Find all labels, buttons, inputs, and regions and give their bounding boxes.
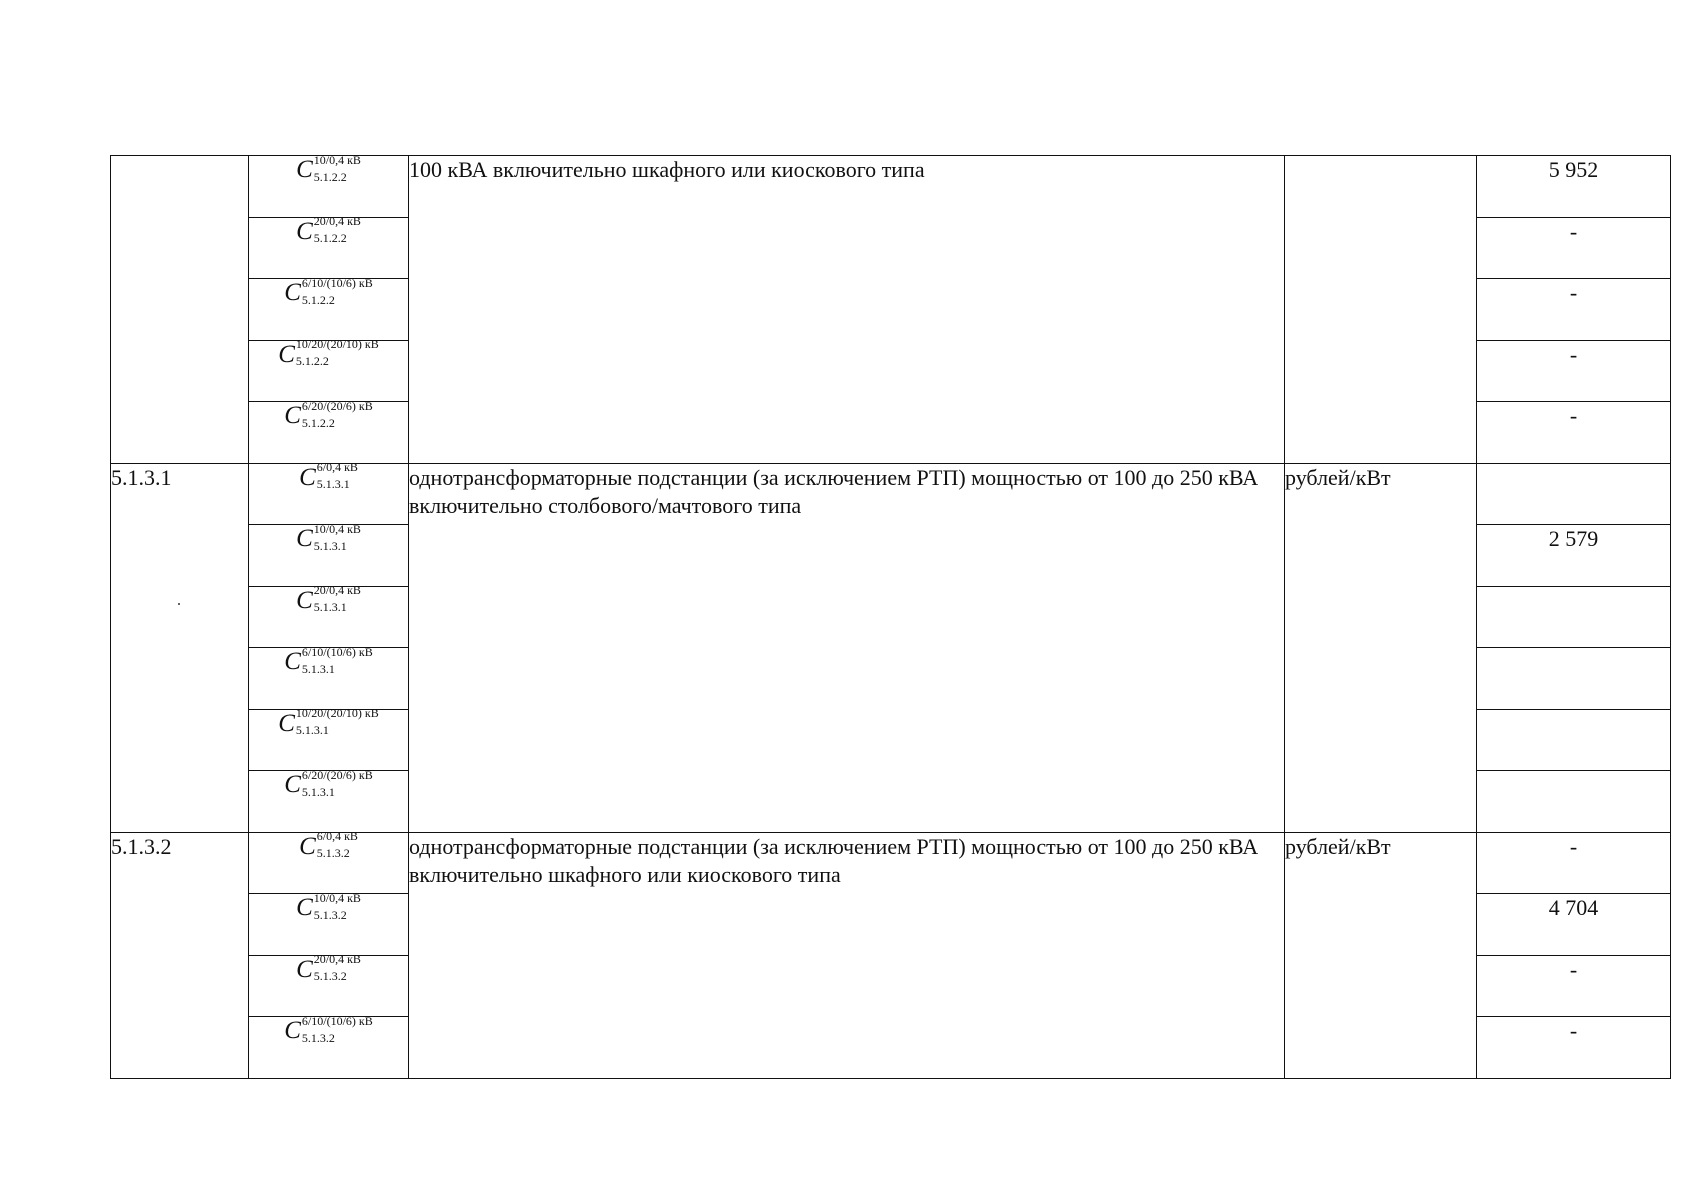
rate-symbol-base: C bbox=[284, 279, 301, 306]
rate-symbol-scripts bbox=[301, 767, 373, 799]
rate-symbol-voltage: 6/0,4 кВ bbox=[316, 460, 358, 474]
rate-value: - bbox=[1477, 402, 1671, 464]
rate-symbol-scripts bbox=[301, 275, 373, 307]
rate-symbol-scripts bbox=[313, 583, 361, 614]
rate-symbol-base: C bbox=[278, 709, 295, 737]
rate-symbol-scripts bbox=[316, 829, 358, 860]
rate-symbol-cell bbox=[249, 214, 409, 279]
rate-symbol-voltage: 6/20/(20/6) кВ bbox=[301, 767, 373, 782]
rate-value: 2 579 bbox=[1477, 525, 1671, 587]
rate-symbol bbox=[296, 214, 361, 245]
rate-symbol-base: C bbox=[284, 771, 301, 798]
rate-symbol bbox=[284, 767, 373, 799]
table-row bbox=[111, 832, 1671, 894]
rate-symbol bbox=[296, 952, 361, 983]
rate-symbol-base: C bbox=[278, 340, 295, 368]
rate-symbol-voltage: 6/10/(10/6) кВ bbox=[301, 1013, 373, 1028]
rate-symbol-voltage: 10/0,4 кВ bbox=[313, 890, 361, 905]
table-row bbox=[111, 463, 1671, 525]
rate-symbol-base: C bbox=[299, 463, 316, 491]
rate-symbol-base: C bbox=[296, 955, 313, 983]
rate-symbol-voltage: 6/10/(10/6) кВ bbox=[301, 275, 373, 290]
rate-value: 4 704 bbox=[1477, 894, 1671, 956]
rate-symbol-index: 5.1.3.2 bbox=[313, 969, 347, 983]
rate-symbol-voltage: 6/0,4 кВ bbox=[316, 829, 358, 843]
rate-symbol bbox=[296, 890, 361, 922]
rate-symbol-index: 5.1.2.2 bbox=[313, 169, 347, 184]
rate-symbol-base: C bbox=[284, 1017, 301, 1044]
rate-symbol-base: C bbox=[296, 894, 313, 921]
rate-value bbox=[1477, 463, 1671, 525]
rate-value: - bbox=[1477, 1017, 1671, 1079]
rate-value: - bbox=[1477, 217, 1671, 279]
rate-symbol bbox=[284, 398, 373, 430]
rate-symbol-index: 5.1.3.1 bbox=[301, 784, 335, 799]
rate-symbol-scripts bbox=[301, 398, 373, 430]
rate-symbol-cell bbox=[249, 152, 409, 218]
rate-symbol bbox=[296, 583, 361, 614]
rate-symbol bbox=[278, 706, 379, 737]
item-description: 100 кВА включительно шкафного или киоскового типа bbox=[409, 156, 1285, 464]
rate-symbol-index: 5.1.2.2 bbox=[301, 415, 335, 430]
rate-value bbox=[1477, 648, 1671, 710]
rate-symbol-cell bbox=[249, 521, 409, 587]
rate-symbol-base: C bbox=[284, 648, 301, 675]
scan-dot bbox=[178, 603, 180, 605]
rate-symbol-index: 5.1.3.1 bbox=[301, 661, 335, 676]
rate-symbol-scripts bbox=[313, 152, 361, 184]
rate-symbol-voltage: 10/20/(20/10) кВ bbox=[295, 337, 379, 351]
rate-symbol-scripts bbox=[313, 214, 361, 245]
rate-symbol-voltage: 20/0,4 кВ bbox=[313, 952, 361, 966]
rate-symbol bbox=[284, 275, 373, 307]
rate-symbol bbox=[284, 1013, 373, 1045]
rate-symbol-index: 5.1.3.2 bbox=[313, 907, 347, 922]
rate-symbol-base: C bbox=[296, 156, 313, 183]
rate-symbol-base: C bbox=[284, 402, 301, 429]
rate-symbol-voltage: 20/0,4 кВ bbox=[313, 583, 361, 597]
rate-symbol-cell bbox=[249, 706, 409, 771]
tariff-table-body bbox=[111, 152, 1671, 1079]
rate-symbol-voltage: 10/0,4 кВ bbox=[313, 521, 361, 536]
rate-symbol-scripts bbox=[301, 1013, 373, 1045]
rate-symbol-cell bbox=[249, 337, 409, 402]
rate-symbol-cell bbox=[249, 890, 409, 956]
rate-symbol-scripts bbox=[295, 337, 379, 368]
rate-symbol-scripts bbox=[313, 521, 361, 553]
rate-symbol-cell bbox=[249, 952, 409, 1017]
rate-value bbox=[1477, 709, 1671, 771]
item-unit: рублей/кВт bbox=[1285, 832, 1477, 1078]
rate-symbol-index: 5.1.3.1 bbox=[313, 600, 347, 614]
rate-value bbox=[1477, 586, 1671, 648]
rate-symbol-voltage: 6/10/(10/6) кВ bbox=[301, 644, 373, 659]
rate-symbol-index: 5.1.3.2 bbox=[316, 846, 350, 860]
item-number: 5.1.3.2 bbox=[111, 832, 249, 1078]
rate-symbol-index: 5.1.3.2 bbox=[301, 1030, 335, 1045]
rate-symbol-scripts bbox=[313, 952, 361, 983]
item-number: 5.1.3.1 bbox=[111, 463, 249, 832]
rate-symbol-cell bbox=[249, 644, 409, 710]
rate-value: 5 952 bbox=[1477, 156, 1671, 218]
tariff-table bbox=[110, 152, 1671, 1079]
table-row bbox=[111, 156, 1671, 218]
rate-symbol-voltage: 20/0,4 кВ bbox=[313, 214, 361, 228]
rate-symbol-index: 5.1.3.1 bbox=[313, 538, 347, 553]
rate-symbol-base: C bbox=[296, 525, 313, 552]
rate-symbol-cell bbox=[249, 829, 409, 894]
rate-symbol bbox=[299, 460, 358, 491]
rate-symbol-cell bbox=[249, 398, 409, 464]
rate-symbol-voltage: 6/20/(20/6) кВ bbox=[301, 398, 373, 413]
rate-symbol-voltage: 10/0,4 кВ bbox=[313, 152, 361, 167]
rate-symbol-index: 5.1.2.2 bbox=[313, 231, 347, 245]
item-unit bbox=[1285, 156, 1477, 464]
rate-symbol-scripts bbox=[316, 460, 358, 491]
rate-symbol-scripts bbox=[313, 890, 361, 922]
rate-symbol bbox=[296, 521, 361, 553]
rate-symbol bbox=[299, 829, 358, 860]
rate-symbol bbox=[278, 337, 379, 368]
rate-value: - bbox=[1477, 955, 1671, 1017]
rate-value: - bbox=[1477, 340, 1671, 402]
rate-value: - bbox=[1477, 832, 1671, 894]
rate-symbol-cell bbox=[249, 583, 409, 648]
item-description: однотрансформаторные подстанции (за исключением РТП) мощностью от 100 до 250 кВА включительно шкафного или киоскового типа bbox=[409, 832, 1285, 1078]
rate-symbol-base: C bbox=[296, 217, 313, 245]
rate-symbol-index: 5.1.2.2 bbox=[301, 292, 335, 307]
rate-symbol-scripts bbox=[301, 644, 373, 676]
rate-symbol-cell bbox=[249, 767, 409, 833]
rate-symbol-cell bbox=[249, 275, 409, 341]
rate-symbol bbox=[284, 644, 373, 676]
rate-symbol-voltage: 10/20/(20/10) кВ bbox=[295, 706, 379, 720]
item-description: однотрансформаторные подстанции (за исключением РТП) мощностью от 100 до 250 кВА включительно столбового/мачтового типа bbox=[409, 463, 1285, 832]
item-number bbox=[111, 156, 249, 464]
item-unit: рублей/кВт bbox=[1285, 463, 1477, 832]
rate-symbol-base: C bbox=[296, 586, 313, 614]
rate-symbol-index: 5.1.3.1 bbox=[316, 477, 350, 491]
rate-symbol bbox=[296, 152, 361, 184]
rate-symbol-cell bbox=[249, 1013, 409, 1079]
rate-symbol-base: C bbox=[299, 832, 316, 860]
rate-symbol-scripts bbox=[295, 706, 379, 737]
rate-value bbox=[1477, 771, 1671, 833]
rate-symbol-index: 5.1.2.2 bbox=[295, 354, 329, 368]
rate-symbol-cell bbox=[249, 460, 409, 525]
rate-symbol-index: 5.1.3.1 bbox=[295, 723, 329, 737]
rate-value: - bbox=[1477, 279, 1671, 341]
